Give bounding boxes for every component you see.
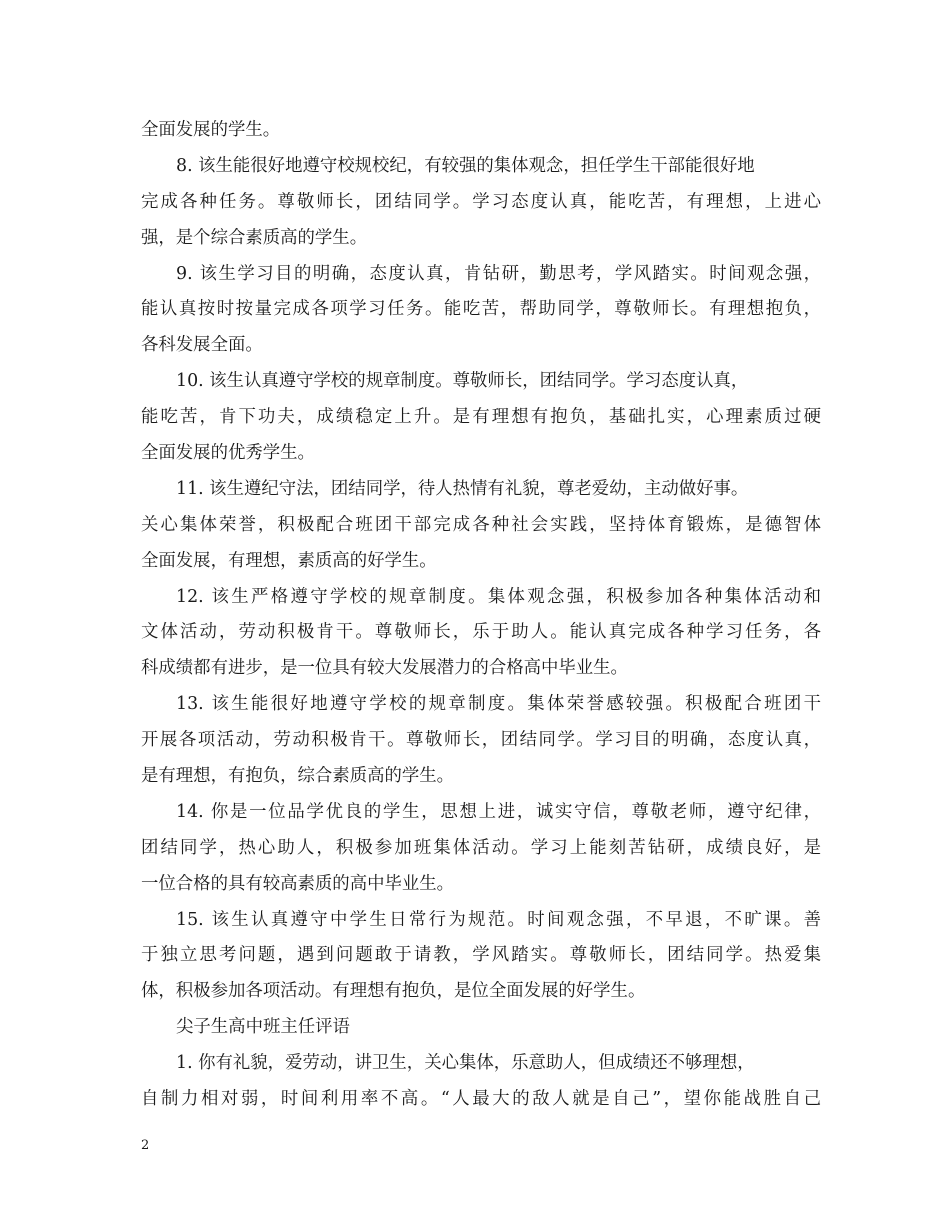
text-line: 强，是个综合素质高的学生。 bbox=[141, 227, 368, 248]
text-line: 全面发展的学生。 bbox=[141, 120, 281, 140]
text-line: 能认真按时按量完成各项学习任务。能吃苦，帮助同学，尊敬师长。有理想抱负， bbox=[141, 299, 821, 320]
text-line: 关心集体荣誉，积极配合班团干部完成各种社会实践，坚持体育锻炼，是德智体 bbox=[141, 514, 821, 535]
text-line: 完成各种任务。尊敬师长，团结同学。学习态度认真，能吃苦，有理想，上进心 bbox=[141, 191, 821, 212]
text-line: 能吃苦，肯下功夫，成绩稳定上升。是有理想有抱负，基础扎实，心理素质过硬 bbox=[141, 407, 821, 428]
text-line: 13. 该生能很好地遵守学校的规章制度。集体荣誉感较强。积极配合班团干 bbox=[176, 694, 821, 715]
text-line: 团结同学，热心助人，积极参加班集体活动。学习上能刻苦钻研，成绩良好，是 bbox=[141, 837, 821, 858]
text-line: 一位合格的具有较高素质的高中毕业生。 bbox=[141, 873, 455, 894]
text-line: 各科发展全面。 bbox=[141, 335, 263, 356]
text-line: 全面发展的优秀学生。 bbox=[141, 443, 315, 464]
page-number: 2 bbox=[141, 1138, 150, 1153]
text-line: 自制力相对弱，时间利用率不高。“人最大的敌人就是自己”，望你能战胜自己 bbox=[141, 1089, 821, 1110]
text-line: 1. 你有礼貌，爱劳动，讲卫生，关心集体，乐意助人，但成绩还不够理想， bbox=[176, 1053, 755, 1074]
text-line: 是有理想，有抱负，综合素质高的学生。 bbox=[141, 766, 455, 787]
text-line: 8. 该生能很好地遵守校规校纪，有较强的集体观念，担任学生干部能很好地 bbox=[176, 155, 755, 176]
text-line: 科成绩都有进步，是一位具有较大发展潜力的合格高中毕业生。 bbox=[141, 658, 628, 679]
body-text bbox=[141, 113, 821, 1118]
text-line: 9. 该生学习目的明确，态度认真，肯钻研，勤思考，学风踏实。时间观念强， bbox=[176, 263, 821, 284]
text-line: 11. 该生遵纪守法，团结同学，待人热情有礼貌，尊老爱幼，主动做好事。 bbox=[176, 478, 749, 499]
text-line: 全面发展，有理想，素质高的好学生。 bbox=[141, 550, 437, 571]
text-line: 12. 该生严格遵守学校的规章制度。集体观念强，积极参加各种集体活动和 bbox=[176, 586, 821, 607]
text-line: 于独立思考问题，遇到问题敢于请教，学风踏实。尊敬师长，团结同学。热爱集 bbox=[141, 945, 821, 966]
text-line: 14. 你是一位品学优良的学生，思想上进，诚实守信，尊敬老师，遵守纪律， bbox=[176, 801, 821, 822]
text-line: 文体活动，劳动积极肯干。尊敬师长，乐于助人。能认真完成各种学习任务，各 bbox=[141, 622, 821, 643]
text-line: 10. 该生认真遵守学校的规章制度。尊敬师长，团结同学。学习态度认真， bbox=[176, 371, 749, 392]
text-line: 15. 该生认真遵守中学生日常行为规范。时间观念强，不早退，不旷课。善 bbox=[176, 909, 821, 930]
section-heading: 尖子生高中班主任评语 bbox=[176, 1017, 350, 1038]
text-line: 开展各项活动，劳动积极肯干。尊敬师长，团结同学。学习目的明确，态度认真， bbox=[141, 730, 821, 751]
text-line: 体，积极参加各项活动。有理想有抱负，是位全面发展的好学生。 bbox=[141, 981, 646, 1002]
